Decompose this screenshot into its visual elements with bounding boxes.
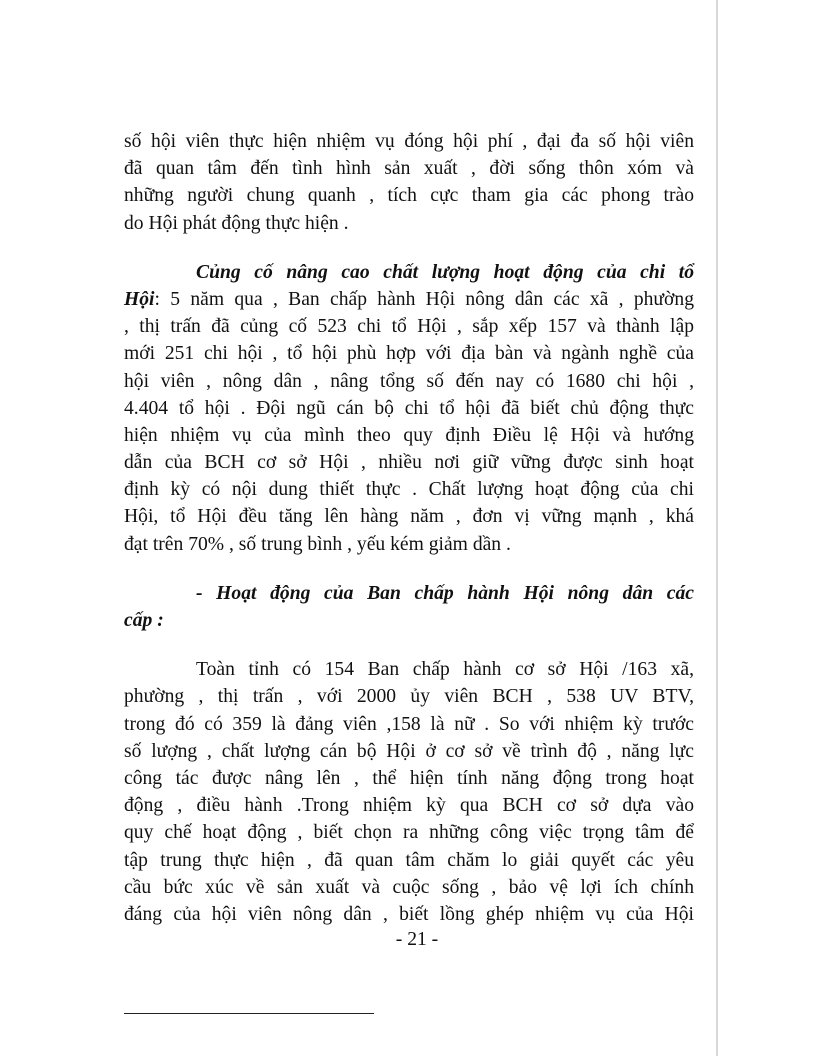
text-line: định kỳ có nội dung thiết thực . Chất lượng hoạt động của chi [124,479,694,501]
text-line: đáng của hội viên nông dân , biết lồng ghép nhiệm vụ của Hội [124,903,694,925]
text-line: tập trung thực hiện , đã quan tâm chăm lo giải quyết các yêu [124,849,694,871]
text-line: số lượng , chất lượng cán bộ Hội ở cơ sở về trình độ , năng lực [124,740,694,762]
text-line: 4.404 tổ hội . Đội ngũ cán bộ chi tổ hội đã biết chủ động thực [124,397,694,419]
text-span: : 5 năm qua , Ban chấp hành Hội nông dân các xã , phường [154,288,694,310]
text-line: hiện nhiệm vụ của mình theo quy định Điều lệ Hội và hướng [124,424,694,446]
text-line: trong đó có 359 là đảng viên ,158 là nữ . So với nhiệm kỳ trước [124,713,694,735]
page-number: - 21 - [395,929,439,951]
text-line: dẫn của BCH cơ sở Hội , nhiều nơi giữ vững được sinh hoạt [124,452,694,474]
text-line: động , điều hành .Trong nhiệm kỳ qua BCH cơ sở dựa vào [124,795,694,817]
text-line: hội viên , nông dân , nâng tổng số đến nay có 1680 chi hội , [124,370,694,392]
section-heading: - Hoạt động của Ban chấp hành Hội nông dân các [196,582,694,604]
text-line: cầu bức xúc về sản xuất và cuộc sống , bảo vệ lợi ích chính [124,876,694,898]
text-line: mới 251 chi hội , tổ hội phù hợp với địa bàn và ngành nghề của [124,343,694,365]
footer-rule [124,1013,374,1014]
text-line: Toàn tỉnh có 154 Ban chấp hành cơ sở Hội /163 xã, [196,659,694,681]
paragraph-2 [124,259,694,558]
paragraph-3 [124,656,694,928]
text-line: quy chế hoạt động , biết chọn ra những công việc trọng tâm để [124,822,694,844]
page-edge [716,0,718,1056]
text-line: Hội, tổ Hội đều tăng lên hàng năm , đơn vị vững mạnh , khá [124,506,694,528]
document-body [124,128,694,952]
heading-word: Hội [124,288,155,310]
text-line: những người chung quanh , tích cực tham gia các phong trào [124,185,694,207]
text-line: phường , thị trấn , với 2000 ủy viên BCH , 538 UV BTV, [124,686,694,708]
text-line: , thị trấn đã củng cố 523 chi tổ Hội , sắp xếp 157 và thành lập [124,316,694,338]
text-line: do Hội phát động thực hiện . [124,212,349,234]
text-line: đạt trên 70% , số trung bình , yếu kém giảm dần . [124,533,511,555]
text-line [124,286,694,313]
text-line: số hội viên thực hiện nhiệm vụ đóng hội phí , đại đa số hội viên [124,131,694,152]
section-heading: cấp : [124,610,164,631]
paragraph-3-heading [124,580,694,634]
paragraph-1 [124,128,694,237]
text-line: công tác được nâng lên , thể hiện tính năng động trong hoạt [124,767,694,789]
text-line: đã quan tâm đến tình hình sản xuất , đời sống thôn xóm và [124,158,694,180]
section-heading: Củng cố nâng cao chất lượng hoạt động của chi tổ [196,261,694,283]
